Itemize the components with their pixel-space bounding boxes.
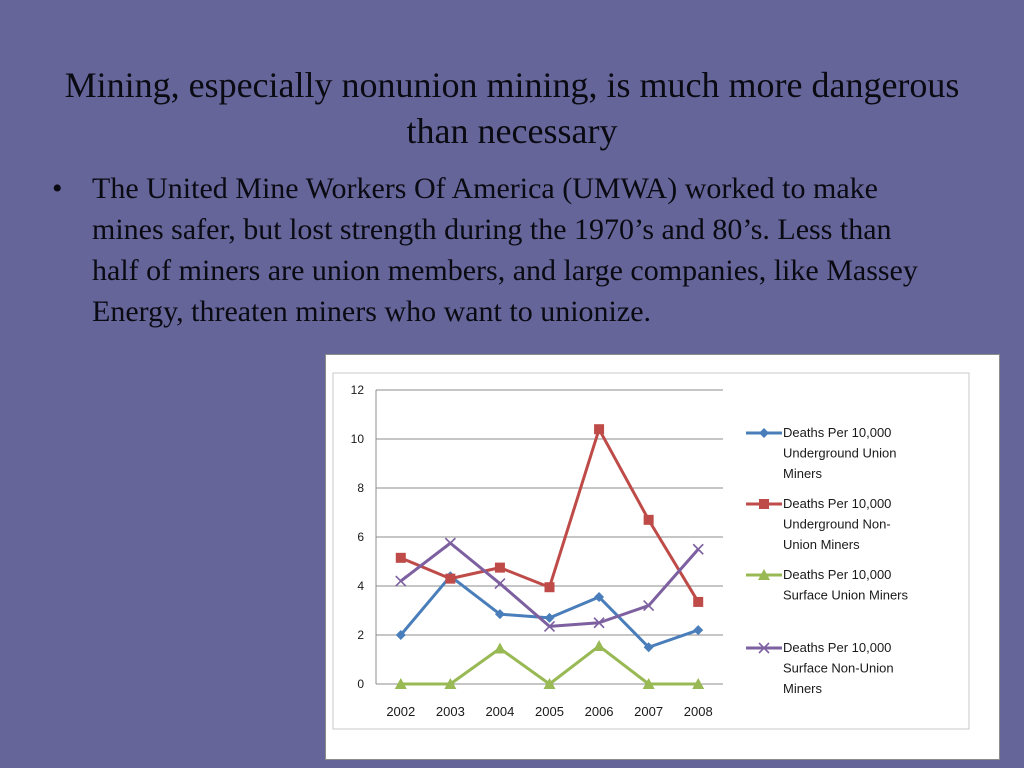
- data-point: [545, 582, 555, 592]
- series-3: [395, 640, 704, 689]
- legend-label: Underground Union: [783, 445, 897, 461]
- chart-canvas: [326, 355, 999, 759]
- data-point: [693, 597, 703, 607]
- data-point: [644, 515, 654, 525]
- y-tick-label: 2: [357, 628, 364, 642]
- x-tick-label: 2007: [634, 704, 664, 719]
- legend-item: [746, 425, 896, 481]
- data-point: [445, 574, 455, 584]
- bullet-text: The United Mine Workers Of America (UMWA) worked to make mines safer, but lost strength during the 1970’s and 80’s. Less than half of miners are union members, and large companies, like Massey Energy, threaten miners who want to unionize.: [92, 172, 918, 328]
- data-point: [759, 428, 769, 438]
- legend-item: [746, 496, 891, 552]
- data-point: [693, 544, 703, 554]
- data-point: [445, 538, 455, 548]
- legend-label: Deaths Per 10,000: [783, 567, 892, 582]
- y-tick-label: 12: [350, 383, 364, 397]
- data-point: [593, 640, 605, 651]
- y-tick-label: 10: [350, 432, 364, 446]
- series-2: [396, 424, 703, 607]
- legend-item: [746, 567, 908, 603]
- y-tick-label: 4: [357, 579, 364, 593]
- legend-label: Surface Union Miners: [783, 587, 908, 603]
- legend-label: Surface Non-Union: [783, 660, 894, 676]
- data-point: [693, 625, 703, 635]
- legend-label: Underground Non-: [783, 516, 891, 532]
- bullet-point: [52, 168, 952, 332]
- x-tick-label: 2006: [584, 704, 614, 719]
- legend-label: Deaths Per 10,000: [783, 496, 892, 511]
- data-point: [545, 613, 555, 623]
- data-point: [396, 553, 406, 563]
- legend-label: Deaths Per 10,000: [783, 640, 892, 655]
- x-tick-label: 2004: [485, 704, 515, 719]
- data-point: [396, 576, 406, 586]
- legend-item: [746, 640, 894, 696]
- line-chart: [325, 354, 1000, 760]
- legend-label: Miners: [783, 466, 823, 481]
- y-tick-label: 8: [357, 481, 364, 495]
- slide-title: Mining, especially nonunion mining, is much more dangerous than necessary: [64, 65, 960, 151]
- data-point: [495, 563, 505, 573]
- x-tick-label: 2002: [386, 704, 416, 719]
- data-point: [594, 424, 604, 434]
- legend-label: Deaths Per 10,000: [783, 425, 892, 440]
- bullet-marker: •: [52, 172, 63, 205]
- data-point: [494, 642, 506, 653]
- x-tick-label: 2005: [535, 704, 564, 719]
- y-tick-label: 0: [357, 677, 364, 691]
- data-point: [759, 499, 769, 509]
- x-tick-label: 2003: [435, 704, 465, 719]
- legend-label: Miners: [783, 681, 823, 696]
- x-tick-label: 2008: [683, 704, 713, 719]
- legend-label: Union Miners: [783, 537, 860, 552]
- data-point: [495, 579, 505, 589]
- y-tick-label: 6: [357, 530, 364, 544]
